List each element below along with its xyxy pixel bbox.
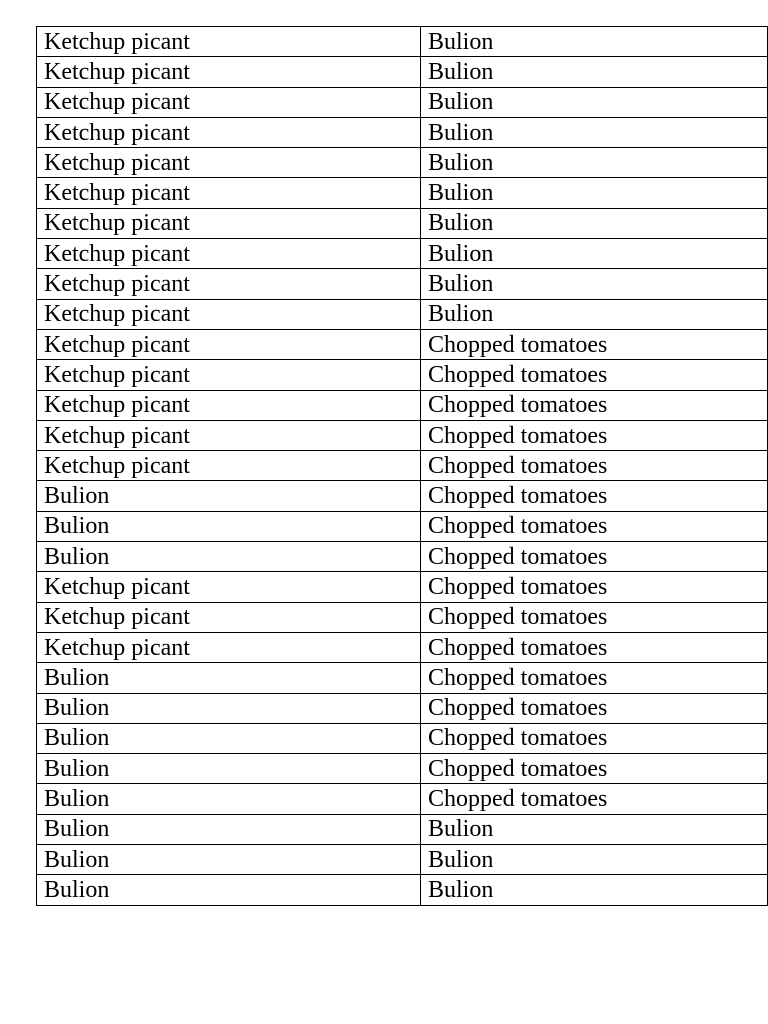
table-cell-col2: Bulion xyxy=(421,117,768,147)
table-row xyxy=(37,784,768,814)
table-row xyxy=(37,329,768,359)
table-cell-col1: Ketchup picant xyxy=(37,451,421,481)
table-cell-col2: Bulion xyxy=(421,845,768,875)
table-row xyxy=(37,875,768,905)
table-cell-col2: Bulion xyxy=(421,87,768,117)
table-row xyxy=(37,451,768,481)
table-cell-col1: Ketchup picant xyxy=(37,299,421,329)
table-cell-col1: Ketchup picant xyxy=(37,239,421,269)
table-cell-col1: Bulion xyxy=(37,663,421,693)
table-cell-col1: Bulion xyxy=(37,693,421,723)
table-row xyxy=(37,572,768,602)
table-row xyxy=(37,148,768,178)
table-cell-col2: Chopped tomatoes xyxy=(421,572,768,602)
table-cell-col1: Ketchup picant xyxy=(37,178,421,208)
table-cell-col2: Chopped tomatoes xyxy=(421,511,768,541)
table-cell-col2: Bulion xyxy=(421,875,768,905)
table-row xyxy=(37,360,768,390)
table-cell-col2: Chopped tomatoes xyxy=(421,481,768,511)
table-row xyxy=(37,754,768,784)
table-row xyxy=(37,663,768,693)
table-cell-col2: Chopped tomatoes xyxy=(421,602,768,632)
table-cell-col1: Ketchup picant xyxy=(37,420,421,450)
table-cell-col1: Ketchup picant xyxy=(37,572,421,602)
table-cell-col2: Chopped tomatoes xyxy=(421,784,768,814)
table-row xyxy=(37,239,768,269)
table-cell-col1: Ketchup picant xyxy=(37,148,421,178)
table-row xyxy=(37,178,768,208)
table-row xyxy=(37,693,768,723)
table-cell-col1: Ketchup picant xyxy=(37,117,421,147)
table-cell-col1: Bulion xyxy=(37,814,421,844)
table-row xyxy=(37,299,768,329)
table-cell-col1: Ketchup picant xyxy=(37,57,421,87)
table-cell-col1: Bulion xyxy=(37,845,421,875)
table-cell-col1: Bulion xyxy=(37,875,421,905)
table-cell-col2: Bulion xyxy=(421,299,768,329)
table-cell-col2: Bulion xyxy=(421,178,768,208)
table-row xyxy=(37,57,768,87)
table-cell-col2: Bulion xyxy=(421,269,768,299)
table-cell-col1: Bulion xyxy=(37,723,421,753)
table-cell-col1: Ketchup picant xyxy=(37,208,421,238)
table-cell-col1: Bulion xyxy=(37,481,421,511)
table-cell-col2: Bulion xyxy=(421,814,768,844)
table-cell-col1: Ketchup picant xyxy=(37,329,421,359)
table-row xyxy=(37,87,768,117)
table-cell-col1: Ketchup picant xyxy=(37,360,421,390)
document-page xyxy=(36,26,768,906)
table-body xyxy=(37,27,768,906)
table-row xyxy=(37,632,768,662)
table-row xyxy=(37,420,768,450)
table-cell-col1: Ketchup picant xyxy=(37,87,421,117)
table-cell-col2: Chopped tomatoes xyxy=(421,542,768,572)
table-cell-col2: Chopped tomatoes xyxy=(421,723,768,753)
table-cell-col2: Chopped tomatoes xyxy=(421,420,768,450)
table-cell-col1: Ketchup picant xyxy=(37,269,421,299)
table-cell-col2: Chopped tomatoes xyxy=(421,360,768,390)
table-cell-col1: Bulion xyxy=(37,754,421,784)
table-cell-col2: Chopped tomatoes xyxy=(421,663,768,693)
table-row xyxy=(37,208,768,238)
table-cell-col2: Bulion xyxy=(421,239,768,269)
data-table xyxy=(36,26,768,906)
table-cell-col2: Bulion xyxy=(421,57,768,87)
table-cell-col2: Chopped tomatoes xyxy=(421,329,768,359)
table-cell-col2: Chopped tomatoes xyxy=(421,390,768,420)
table-cell-col1: Ketchup picant xyxy=(37,602,421,632)
table-cell-col2: Chopped tomatoes xyxy=(421,754,768,784)
table-row xyxy=(37,602,768,632)
table-cell-col2: Bulion xyxy=(421,208,768,238)
table-row xyxy=(37,269,768,299)
table-row xyxy=(37,814,768,844)
table-cell-col1: Ketchup picant xyxy=(37,632,421,662)
table-cell-col2: Bulion xyxy=(421,27,768,57)
table-row xyxy=(37,542,768,572)
table-cell-col1: Bulion xyxy=(37,511,421,541)
table-row xyxy=(37,481,768,511)
table-row xyxy=(37,511,768,541)
table-cell-col1: Ketchup picant xyxy=(37,27,421,57)
table-cell-col2: Chopped tomatoes xyxy=(421,451,768,481)
table-row xyxy=(37,723,768,753)
table-row xyxy=(37,390,768,420)
table-cell-col2: Bulion xyxy=(421,148,768,178)
table-cell-col1: Bulion xyxy=(37,784,421,814)
table-row xyxy=(37,117,768,147)
table-cell-col2: Chopped tomatoes xyxy=(421,632,768,662)
table-row xyxy=(37,27,768,57)
table-cell-col2: Chopped tomatoes xyxy=(421,693,768,723)
table-cell-col1: Ketchup picant xyxy=(37,390,421,420)
table-row xyxy=(37,845,768,875)
table-cell-col1: Bulion xyxy=(37,542,421,572)
